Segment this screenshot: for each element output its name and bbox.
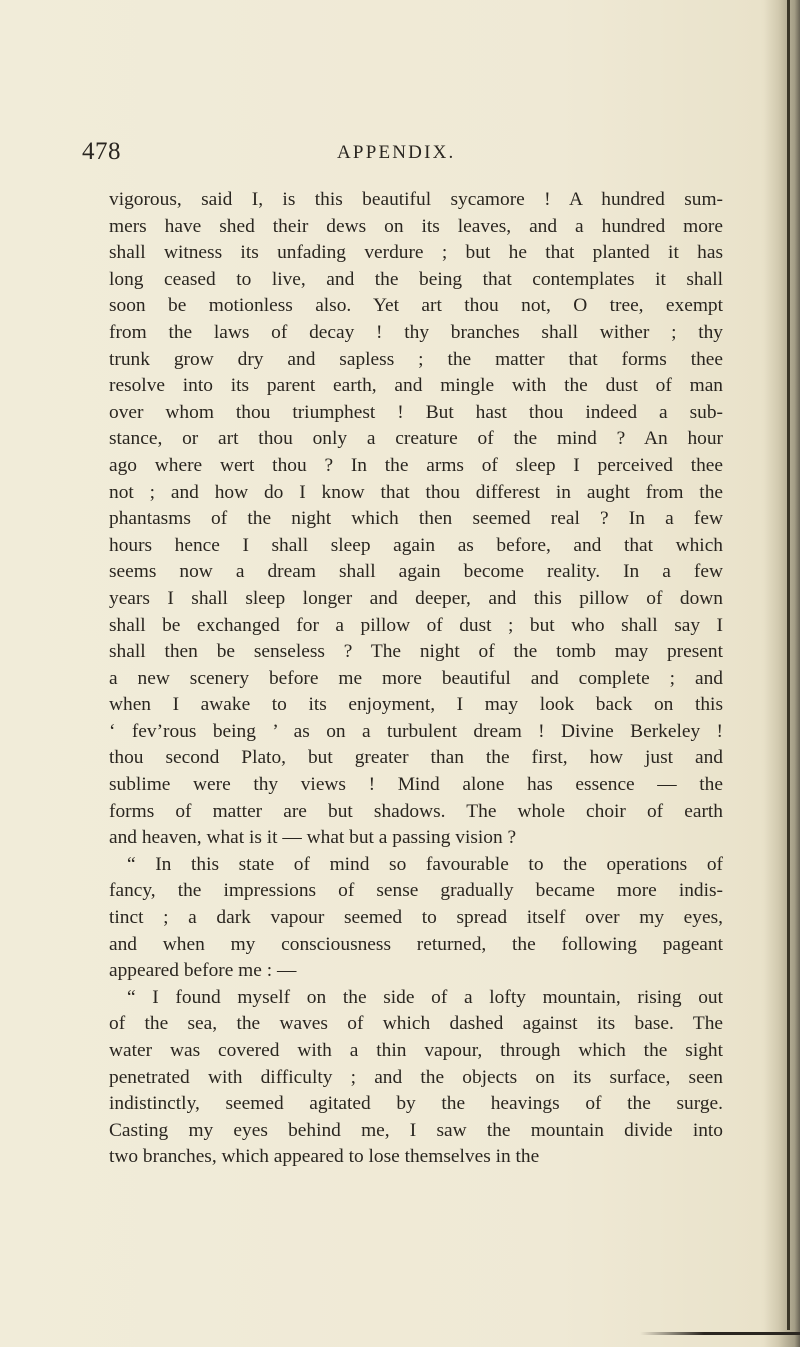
text-line: indistinctly, seemed agitated by the heavings of the surge.: [109, 1093, 723, 1115]
text-line: shall then be senseless ? The night of the tomb may present: [109, 641, 723, 663]
text-line: forms of matter are but shadows. The whole choir of earth: [109, 800, 723, 822]
text-line: and heaven, what is it — what but a passing vision ?: [109, 827, 517, 849]
text-line: sublime were thy views ! Mind alone has essence — the: [109, 774, 723, 796]
text-line: ago where wert thou ? In the arms of sleep I perceived thee: [109, 454, 723, 476]
text-line: resolve into its parent earth, and mingle with the dust of man: [109, 375, 723, 397]
text-line: ‘ fev’rous being ’ as on a turbulent dream ! Divine Berkeley !: [109, 720, 723, 742]
body-text: [109, 187, 723, 1171]
text-line: water was covered with a thin vapour, through which the sight: [109, 1040, 723, 1061]
text-line: tinct ; a dark vapour seemed to spread itself over my eyes,: [109, 907, 723, 929]
text-line: shall be exchanged for a pillow of dust ; but who shall say I: [109, 614, 723, 636]
text-line: over whom thou triumphest ! But hast thou indeed a sub-: [109, 401, 723, 423]
text-line: shall witness its unfading verdure ; but he that planted it has: [109, 242, 723, 264]
text-line: fancy, the impressions of sense gradually became more indis-: [109, 880, 723, 902]
text-line: two branches, which appeared to lose themselves in the: [109, 1146, 540, 1168]
text-line: a new scenery before me more beautiful and complete ; and: [109, 667, 723, 689]
text-line: “ I found myself on the side of a lofty mountain, rising out: [127, 986, 723, 1008]
page-number: 478: [82, 138, 121, 165]
text-line: of the sea, the waves of which dashed against its base. The: [109, 1013, 723, 1035]
page-edge-shadow: [764, 0, 800, 1347]
text-line: mers have shed their dews on its leaves, and a hundred more: [109, 215, 723, 237]
text-line: phantasms of the night which then seemed real ? In a few: [109, 508, 723, 530]
text-line: thou second Plato, but greater than the first, how just and: [109, 747, 723, 769]
text-line: seems now a dream shall again become reality. In a few: [109, 561, 723, 583]
text-line: appeared before me : —: [109, 960, 297, 982]
text-line: soon be motionless also. Yet art thou not, O tree, exempt: [109, 295, 723, 317]
text-line: penetrated with difficulty ; and the objects on its surface, seen: [109, 1066, 723, 1088]
text-line: vigorous, said I, is this beautiful sycamore ! A hundred sum-: [109, 189, 723, 210]
text-line: from the laws of decay ! thy branches shall wither ; thy: [109, 321, 723, 343]
running-head: APPENDIX.: [337, 142, 456, 163]
page-bottom-edge: [640, 1332, 800, 1335]
text-line: hours hence I shall sleep again as before, and that which: [109, 534, 723, 556]
text-line: stance, or art thou only a creature of the mind ? An hour: [109, 428, 723, 450]
text-line: “ In this state of mind so favourable to the operations of: [127, 853, 723, 875]
text-line: years I shall sleep longer and deeper, and this pillow of down: [109, 587, 723, 609]
text-line: Casting my eyes behind me, I saw the mountain divide into: [109, 1119, 723, 1141]
book-spine-edge: [787, 0, 790, 1330]
text-line: trunk grow dry and sapless ; the matter that forms thee: [109, 348, 723, 370]
text-line: long ceased to live, and the being that contemplates it shall: [109, 268, 723, 290]
text-line: and when my consciousness returned, the following pageant: [109, 933, 723, 955]
text-line: when I awake to its enjoyment, I may look back on this: [109, 694, 723, 716]
page-header: [0, 138, 760, 172]
text-line: not ; and how do I know that thou differest in aught from the: [109, 481, 723, 503]
